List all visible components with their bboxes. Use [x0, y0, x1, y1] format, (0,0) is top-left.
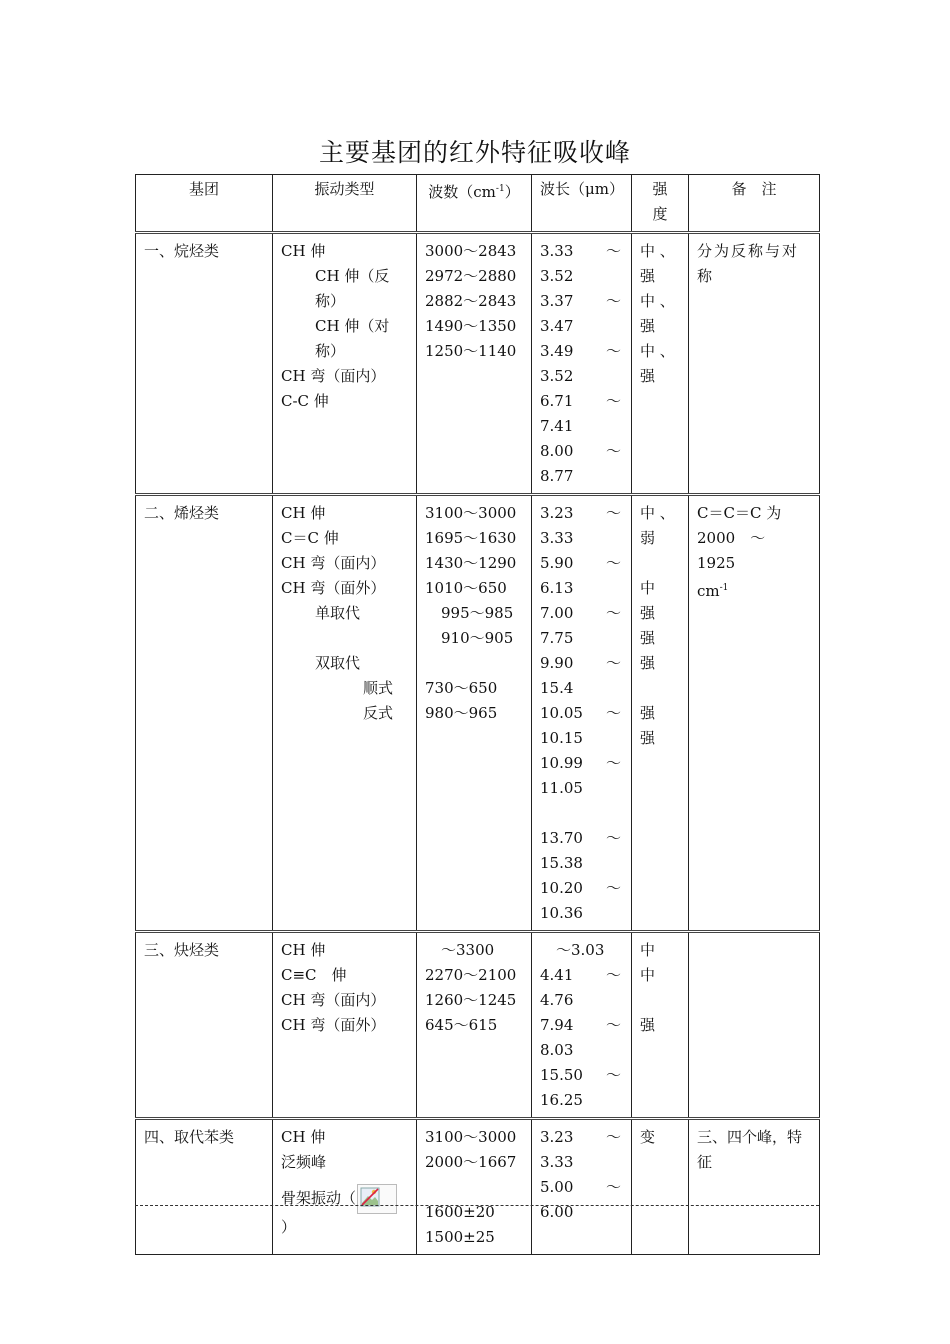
wavenumber-cell: 3100～3000 1695～1630 1430～1290 1010～650 995～985 910～905 730～650 980～965: [417, 495, 532, 932]
intensity-cell: 中 、 弱 中 强 强 强 强 强: [632, 495, 689, 932]
wavelength-cell: ～3.03 4.41 ～ 4.76 7.94 ～ 8.03 15.50 ～ 16.25: [532, 932, 632, 1119]
header-remark: 备 注: [689, 175, 820, 233]
group-cell: 一、烷烃类: [136, 233, 273, 495]
remark-cell: [689, 932, 820, 1119]
table-row: [136, 1119, 820, 1255]
wavenumber-cell: 3000～2843 2972～2880 2882～2843 1490～1350 1250～1140: [417, 233, 532, 495]
remark-cell: 三、四个峰，特征: [689, 1119, 820, 1255]
page-break-rule: [135, 1205, 819, 1206]
intensity-cell: 变: [632, 1119, 689, 1255]
header-row: [136, 175, 820, 233]
remark-cell: C＝C＝C 为 2000 ～ 1925 $cm^{-1}$: [689, 495, 820, 932]
wavelength-cell: 3.23 ～ 3.33 5.90 ～ 6.13 7.00 ～ 7.75 9.90 ～ 15.4 10.05 ～ 10.15 10.99 ～ 11.05 13.70 ～ 15.38 10.20 ～ 10.36: [532, 495, 632, 932]
intensity-cell: 中 中 强: [632, 932, 689, 1119]
table-row: [136, 495, 820, 932]
header-wavenumber: 波数$(cm^{-1})$: [417, 175, 532, 233]
table-row: [136, 233, 820, 495]
intensity-cell: 中 、 强 中 、 强 中 、 强: [632, 233, 689, 495]
wavenumber-cell: 3100～3000 2000～1667 1600±20 1500±25: [417, 1119, 532, 1255]
header-wavelength: 波长（μm）: [532, 175, 632, 233]
vibration-cell: CH 伸 泛频峰 骨架振动（ ）: [273, 1119, 417, 1255]
header-group: 基团: [136, 175, 273, 233]
remark-cell: 分为反称与对称: [689, 233, 820, 495]
wavenumber-cell: ～3300 2270～2100 1260～1245 645～615: [417, 932, 532, 1119]
header-vibration: 振动类型: [273, 175, 417, 233]
vibration-cell: CH 伸 CH 伸（反称） CH 伸（对称） CH 弯（面内） C-C 伸: [273, 233, 417, 495]
broken-image-icon: [357, 1184, 397, 1214]
group-cell: 三、炔烃类: [136, 932, 273, 1119]
wavelength-cell: 3.33 ～ 3.52 3.37 ～ 3.47 3.49 ～ 3.52 6.71 ～ 7.41 8.00 ～ 8.77: [532, 233, 632, 495]
group-cell: 二、烯烃类: [136, 495, 273, 932]
vibration-cell: CH 伸 C≡C 伸 CH 弯（面内） CH 弯（面外）: [273, 932, 417, 1119]
header-intensity: 强 度: [632, 175, 689, 233]
table-row: [136, 932, 820, 1119]
page-title: 主要基团的红外特征吸收峰: [318, 138, 631, 167]
wavelength-cell: 3.23 ～ 3.33 5.00 ～ 6.00: [532, 1119, 632, 1255]
vibration-cell: CH 伸 C＝C 伸 CH 弯（面内） CH 弯（面外） 单取代 双取代 顺式 反式: [273, 495, 417, 932]
ir-absorption-table: [135, 174, 820, 1255]
group-cell: 四、取代苯类: [136, 1119, 273, 1255]
